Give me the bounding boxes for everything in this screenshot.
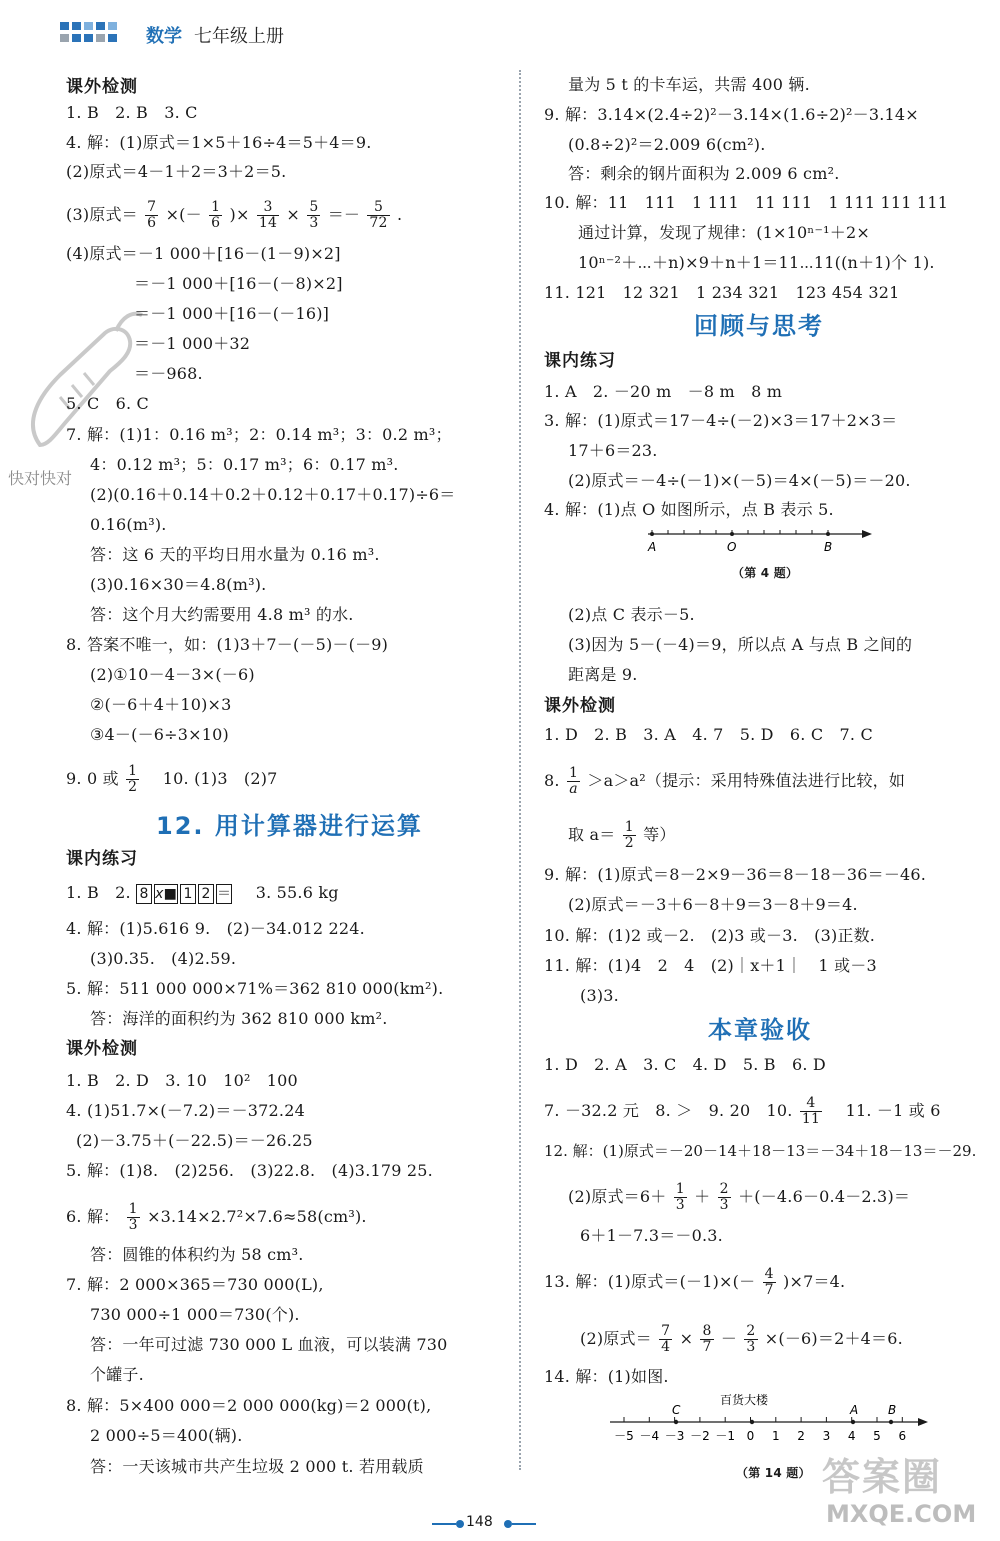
answer-line: 9. 解：3.14×(2.4÷2)²－3.14×(1.6÷2)²－3.14× [544,105,919,124]
denominator: 3 [128,1217,138,1233]
section-heading: 课内练习 [544,351,616,371]
denominator: 3 [309,215,319,231]
answer-line: 730 000÷1 000＝730(个). [90,1305,300,1324]
answer-line: 答：这个月大约需要用 4.8 m³ 的水. [90,605,354,624]
answer-line: 1. A 2. －20 m －8 m 8 m [544,382,783,401]
fraction [659,1324,672,1355]
answer-line: (0.8÷2)²＝2.009 6(cm²). [568,135,766,154]
answer-line: ③4－(－6÷3×10) [90,725,229,744]
calculator-key-1: 1 [180,884,196,904]
denominator: 6 [211,215,221,231]
answer-line: 5. 解：(1)8. (2)256. (3)22.8. (4)3.179 25. [66,1161,433,1180]
page-number: 148 [466,1514,493,1530]
answer-line: 答：这 6 天的平均日用水量为 0.16 m³. [90,545,380,564]
answer-line: 4：0.12 m³；5：0.17 m³；6：0.17 m³. [90,455,399,474]
fraction [127,1202,140,1233]
answer-line: 答：剩余的钢片面积为 2.009 6 cm². [568,164,840,183]
fraction [209,200,222,231]
fraction [744,1324,757,1355]
answer-line: 4. 解：(1)点 O 如图所示，点 B 表示 5. [544,500,834,519]
number-line-figure-14 [602,1390,932,1446]
answer-line: (4)原式＝－1 000＋[16－(1－9)×2] [66,244,341,263]
answer-line: 1. B 2. D 3. 10 10² 100 [66,1071,298,1090]
fraction [145,200,158,231]
denominator: 3 [719,1197,729,1213]
text: ×(－6)＝2＋4＝6. [764,1329,903,1348]
figure-caption: （第 14 题） [736,1466,811,1480]
answer-line: (2)原式＝4－1＋2＝3＋2＝5. [66,162,287,181]
column-divider [519,70,521,1470]
tick-label: 3 [822,1429,831,1443]
fraction [700,1324,713,1355]
tick-label: －2 [690,1429,710,1443]
answer-line: 6＋1－7.3＝－0.3. [580,1226,723,1245]
answer-line-keys [66,882,339,904]
answer-line: 17＋6＝23. [568,441,658,460]
answer-line: 1. B 2. B 3. C [66,103,198,122]
numerator: 3 [257,200,279,216]
fraction [674,1182,687,1213]
tick-label: －5 [614,1429,634,1443]
text: × [679,1329,694,1348]
point-label-a: A [850,1403,859,1417]
denominator: 14 [258,215,278,231]
calculator-key-8: 8 [136,884,152,904]
denominator: 6 [147,215,157,231]
answer-line: 1. D 2. B 3. A 4. 7 5. D 6. C 7. C [544,725,873,744]
figure-caption: （第 4 题） [732,566,799,580]
answer-line: 11. 121 12 321 1 234 321 123 454 321 [544,283,900,302]
denominator: 72 [369,215,388,231]
answer-line: 答：圆锥的体积约为 58 cm³. [90,1245,304,1264]
answer-line: 7. 解：(1)1：0.16 m³；2：0.14 m³；3：0.2 m³； [66,425,452,444]
denominator: 2 [624,835,634,851]
answer-line: ＝－1 000＋[16－(－8)×2] [134,274,343,293]
answer-line: 4. 解：(1)5.616 9. (2)－34.012 224. [66,919,365,938]
text: 10. (1)3 (2)7 [146,769,278,788]
answer-line: 5. C 6. C [66,394,149,413]
denominator: 11 [801,1111,821,1127]
answer-line: 11. 解：(1)4 2 4 (2)｜x＋1｜ 1 或－3 [544,956,877,975]
text: ×3.14×2.7²×7.6≈58(cm³). [147,1207,367,1226]
answer-line: 4. 解：(1)原式＝1×5＋16÷4＝5＋4＝9. [66,133,372,152]
answer-line: (2)①10－4－3×(－6) [90,665,255,684]
numerator: 5 [309,199,319,215]
answer-line: (2)－3.75＋(－22.5)＝－26.25 [76,1131,313,1150]
text: )×7＝4. [783,1272,846,1291]
text: )× [229,205,250,224]
numerator: 4 [764,1266,774,1282]
answer-line: 通过计算，发现了规律：(1×10ⁿ⁻¹＋2× [578,223,870,242]
calculator-key-equals: ＝ [217,885,232,902]
page-number-left-ornament-icon [432,1518,466,1530]
answer-line: ＝－1 000＋32 [134,334,251,353]
tick-label: 5 [873,1429,881,1443]
answer-line-fraction [544,1096,941,1127]
tick-label: －4 [639,1429,660,1443]
calculator-key-2: 2 [198,884,214,904]
answer-line: 8. 解：5×400 000＝2 000 000(kg)＝2 000(t), [66,1396,432,1415]
text: 6. 解： [66,1207,120,1226]
text: . [396,205,403,224]
answer-line-fraction [544,1267,845,1298]
point-label-o: O [727,540,737,554]
calculator-key-power: x■ [155,885,177,902]
point-label-b: B [824,540,833,554]
fraction [367,200,389,231]
denominator: 2 [128,779,138,795]
numerator: 4 [800,1096,822,1112]
text: 1. B 2. [66,883,131,902]
answer-line-fraction [66,1202,367,1233]
fraction [257,200,279,231]
fraction [800,1096,822,1127]
denominator: 3 [675,1197,685,1213]
text: 3. 55.6 kg [239,883,339,902]
numerator: 1 [211,199,221,215]
answer-line-fraction [66,764,278,795]
answer-line: (2)(0.16＋0.14＋0.2＋0.12＋0.17＋0.17)÷6＝ [90,485,456,504]
answer-line: (3)因为 5－(－4)＝9，所以点 A 与点 B 之间的 [568,635,913,654]
text: 13. 解：(1)原式＝(－1)×(－ [544,1272,756,1291]
answer-line: (2)原式＝－3＋6－8＋9＝3－8＋9＝4. [568,895,858,914]
text: － [720,1329,738,1348]
answer-line: 12. 解：(1)原式＝－20－14＋18－13＝－34＋18－13＝－29. [544,1142,977,1160]
answer-line: ＝－1 000＋[16－(－16)] [134,304,330,323]
section-heading: 课外检测 [544,696,616,716]
answer-line: 10ⁿ⁻²＋⋯＋n)×9＋n＋1＝11⋯11((n＋1)个 1). [578,253,935,272]
answer-line: ＝－968. [134,364,203,383]
fraction [567,766,580,797]
text: 9. 0 或 [66,769,119,788]
answer-line: 答：海洋的面积约为 362 810 000 km². [90,1009,388,1028]
answer-line-fraction [544,766,905,797]
tick-label: 4 [847,1429,856,1443]
text: 取 a＝ [568,825,616,844]
text: ＞a＞a²（提示：采用特殊值法进行比较，如 [587,771,906,790]
answer-line-fraction [580,1324,903,1355]
tick-label: 2 [797,1429,805,1443]
numerator: 1 [128,1201,138,1217]
answer-line-fraction [66,200,402,231]
numerator: 7 [147,199,157,215]
tick-label: 0 [746,1429,755,1443]
answer-line: ②(－6＋4＋10)×3 [90,695,232,714]
text: (2)原式＝6＋ [568,1187,667,1206]
answer-line: (3)3. [580,986,619,1005]
text: × [286,205,301,224]
answer-line-fraction [568,1182,910,1213]
text: ＋(－4.6－0.4－2.3)＝ [738,1187,911,1206]
text: 8. [544,771,560,790]
text: ＋ [694,1187,711,1206]
answer-line: 2 000÷5＝400(辆). [90,1426,243,1445]
denominator: 7 [764,1282,774,1298]
point-label-b: B [888,1403,897,1417]
header-subject: 数学 [146,26,182,47]
denominator: 4 [661,1339,671,1355]
answer-line: 距离是 9. [568,665,638,684]
answer-line: (2)点 C 表示－5. [568,605,695,624]
numerator: 7 [661,1323,671,1339]
text: 等） [643,825,676,844]
text: ＝－ [327,205,361,224]
tick-label: 1 [771,1429,780,1443]
tick-label: 6 [898,1429,907,1443]
section-heading: 课外检测 [66,1039,138,1059]
watermark-side-text: 快对快对 [8,469,73,488]
fraction [763,1267,776,1298]
numerator: 2 [719,1181,729,1197]
lesson-title: 12. 用计算器进行运算 [156,812,423,840]
text: 11. －1 或 6 [829,1101,941,1120]
answer-line-fraction [568,820,676,851]
store-label: 百货大楼 [720,1393,769,1407]
number-line-figure-4 [640,524,880,554]
answer-line: (3)0.35. (4)2.59. [90,949,237,968]
answer-line: 7. 解：2 000×365＝730 000(L), [66,1275,324,1294]
answer-line: (3)0.16×30＝4.8(m³). [90,575,267,594]
fraction [623,820,636,851]
numerator: 1 [624,819,634,835]
numerator: 8 [702,1323,712,1339]
answer-line: 10. 解：11 111 1 111 11 111 1 111 111 111 [544,193,949,212]
answer-line: 10. 解：(1)2 或－2. (2)3 或－3. (3)正数. [544,926,876,945]
answer-line: 1. D 2. A 3. C 4. D 5. B 6. D [544,1055,826,1074]
section-heading: 课内练习 [66,849,138,869]
fraction [718,1182,731,1213]
numerator: 5 [367,200,389,216]
header-grade: 七年级上册 [194,26,284,47]
watermark-site-text: MXQE.COM [826,1500,977,1528]
point-label-a: A [648,540,657,554]
text: (3)原式＝ [66,205,138,224]
text: ×(－ [165,205,202,224]
section-title: 回顾与思考 [694,312,824,340]
denominator: 3 [746,1339,756,1355]
tick-label: －1 [715,1429,736,1443]
fraction [126,764,139,795]
watermark-logo-text: 答案圈 [822,1455,943,1499]
point-label-c: C [672,1403,681,1417]
answer-line: (2)原式＝－4÷(－1)×(－5)＝4×(－5)＝－20. [568,471,911,490]
numerator: 1 [568,765,579,781]
answer-line: 9. 解：(1)原式＝8－2×9－36＝8－18－36＝－46. [544,865,927,884]
denominator: a [569,781,578,797]
tick-marks [624,1417,902,1422]
answer-line: 4. (1)51.7×(－7.2)＝－372.24 [66,1101,305,1120]
section-heading: 课外检测 [66,77,138,97]
section-title: 本章验收 [708,1016,812,1044]
answer-line: 量为 5 t 的卡车运，共需 400 辆. [568,75,810,94]
answer-line: 5. 解：511 000 000×71%＝362 810 000(km²). [66,979,444,998]
numerator: 1 [675,1181,685,1197]
answer-line: 答：一年可过滤 730 000 L 血液，可以装满 730 [90,1335,448,1354]
text: (2)原式＝ [580,1329,652,1348]
answer-line: 答：一天该城市共产生垃圾 2 000 t. 若用载质 [90,1457,424,1476]
fraction [307,200,320,231]
answer-line: 0.16(m³). [90,515,167,534]
answer-line: 3. 解：(1)原式＝17－4÷(－2)×3＝17＋2×3＝ [544,411,898,430]
denominator: 7 [702,1339,712,1355]
numerator: 2 [746,1323,756,1339]
page-number-right-ornament-icon [502,1518,536,1530]
numerator: 1 [128,763,138,779]
answer-line: 8. 答案不唯一，如：(1)3＋7－(－5)－(－9) [66,635,389,654]
text: 7. －32.2 元 8. ＞ 9. 20 10. [544,1101,793,1120]
answer-line: 个罐子. [90,1365,144,1384]
answer-line: 14. 解：(1)如图. [544,1367,669,1386]
tick-label: －3 [664,1429,685,1443]
tick-labels [614,1429,906,1443]
